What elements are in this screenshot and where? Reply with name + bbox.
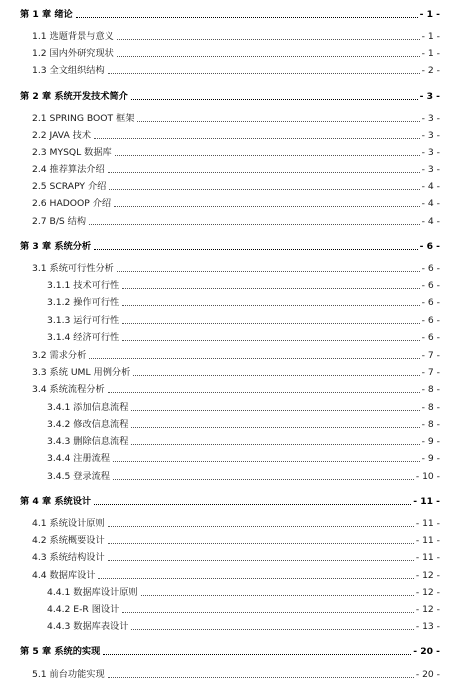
toc-entry[interactable]: [32, 215, 440, 228]
toc-dot-leader: [103, 654, 411, 655]
toc-entry-title: 3.1 系统可行性分析: [32, 263, 114, 274]
toc-entry-page: - 4 -: [421, 216, 440, 227]
toc-dot-leader: [94, 138, 420, 139]
toc-entry[interactable]: [20, 495, 440, 508]
toc-entry[interactable]: [32, 366, 440, 379]
toc-entry-title: 3.3 系统 UML 用例分析: [32, 367, 131, 378]
toc-entry-page: - 20 -: [415, 669, 440, 680]
toc-entry[interactable]: [32, 668, 440, 681]
toc-entry[interactable]: [32, 47, 440, 60]
toc-entry[interactable]: [32, 349, 440, 362]
toc-entry-title: 3.4 系统流程分析: [32, 384, 105, 395]
toc-entry-title: 第 4 章 系统设计: [20, 496, 92, 507]
toc-entry-title: 第 1 章 绪论: [20, 9, 73, 20]
toc-entry[interactable]: [32, 64, 440, 77]
toc-entry[interactable]: [47, 435, 440, 448]
toc-dot-leader: [108, 392, 420, 393]
toc-entry[interactable]: [32, 163, 440, 176]
toc-dot-leader: [108, 543, 414, 544]
toc-entry-page: - 10 -: [415, 471, 440, 482]
toc-entry[interactable]: [20, 90, 440, 103]
toc-dot-leader: [113, 479, 414, 480]
toc-entry[interactable]: [32, 551, 440, 564]
toc-entry[interactable]: [32, 197, 440, 210]
toc-entry-title: 2.1 SPRING BOOT 框架: [32, 113, 135, 124]
toc-dot-leader: [131, 99, 418, 100]
toc-entry-title: 3.4.1 添加信息流程: [47, 402, 129, 413]
toc-entry-title: 第 3 章 系统分析: [20, 241, 92, 252]
toc-entry-title: 第 2 章 系统开发技术简介: [20, 91, 128, 102]
toc-entry-page: - 6 -: [421, 297, 440, 308]
toc-entry-page: - 12 -: [415, 587, 440, 598]
toc-entry[interactable]: [20, 645, 440, 658]
toc-dot-leader: [122, 288, 419, 289]
toc-entry-page: - 6 -: [421, 332, 440, 343]
toc-entry-page: - 11 -: [415, 552, 440, 563]
toc-entry-title: 2.2 JAVA 技术: [32, 130, 92, 141]
toc-entry-title: 4.4 数据库设计: [32, 570, 96, 581]
toc-entry-title: 5.1 前台功能实现: [32, 669, 105, 680]
toc-entry-title: 2.7 B/S 结构: [32, 216, 87, 227]
toc-entry-page: - 3 -: [421, 130, 440, 141]
toc-entry-page: - 11 -: [415, 535, 440, 546]
toc-dot-leader: [109, 189, 419, 190]
toc-entry[interactable]: [47, 331, 440, 344]
toc-entry[interactable]: [47, 586, 440, 599]
toc-entry[interactable]: [47, 620, 440, 633]
toc-entry[interactable]: [47, 452, 440, 465]
toc-entry-title: 3.4.2 修改信息流程: [47, 419, 129, 430]
toc-entry[interactable]: [47, 279, 440, 292]
toc-entry-page: - 3 -: [421, 164, 440, 175]
toc-entry-page: - 4 -: [421, 198, 440, 209]
toc-entry[interactable]: [32, 517, 440, 530]
toc-entry-title: 3.4.3 删除信息流程: [47, 436, 129, 447]
toc-entry-page: - 12 -: [415, 604, 440, 615]
toc-entry[interactable]: [47, 470, 440, 483]
toc-dot-leader: [108, 560, 414, 561]
toc-entry[interactable]: [32, 112, 440, 125]
toc-entry[interactable]: [20, 8, 440, 21]
toc-entry-title: 3.1.3 运行可行性: [47, 315, 120, 326]
toc-dot-leader: [94, 249, 417, 250]
toc-entry-page: - 8 -: [421, 402, 440, 413]
toc-entry-page: - 8 -: [421, 384, 440, 395]
toc-entry-title: 3.4.4 注册流程: [47, 453, 111, 464]
toc-entry-page: - 3 -: [421, 113, 440, 124]
toc-entry-title: 4.4.1 数据库设计原则: [47, 587, 138, 598]
toc-dot-leader: [89, 358, 419, 359]
toc-dot-leader: [131, 410, 419, 411]
toc-entry-page: - 1 -: [421, 31, 440, 42]
toc-entry[interactable]: [32, 262, 440, 275]
toc-entry[interactable]: [32, 534, 440, 547]
toc-dot-leader: [131, 629, 413, 630]
toc-dot-leader: [108, 526, 414, 527]
toc-entry[interactable]: [32, 180, 440, 193]
toc-entry-title: 1.3 全文组织结构: [32, 65, 105, 76]
toc-entry-title: 4.4.2 E-R 图设计: [47, 604, 120, 615]
toc-entry-title: 3.1.1 技术可行性: [47, 280, 120, 291]
toc-entry[interactable]: [47, 296, 440, 309]
toc-entry-title: 3.2 需求分析: [32, 350, 87, 361]
toc-dot-leader: [137, 121, 419, 122]
toc-dot-leader: [108, 172, 420, 173]
toc-dot-leader: [117, 39, 420, 40]
toc-entry-title: 1.1 选题背景与意义: [32, 31, 114, 42]
toc-dot-leader: [108, 73, 420, 74]
toc-dot-leader: [115, 155, 420, 156]
toc-dot-leader: [94, 504, 411, 505]
toc-dot-leader: [89, 224, 420, 225]
toc-entry[interactable]: [47, 401, 440, 414]
toc-dot-leader: [76, 17, 418, 18]
toc-entry-page: - 9 -: [421, 436, 440, 447]
toc-entry[interactable]: [47, 418, 440, 431]
toc-entry-page: - 8 -: [421, 419, 440, 430]
toc-dot-leader: [114, 206, 420, 207]
toc-entry-page: - 3 -: [421, 147, 440, 158]
toc-entry[interactable]: [47, 603, 440, 616]
toc-entry-page: - 2 -: [421, 65, 440, 76]
toc-dot-leader: [122, 305, 419, 306]
toc-entry-page: - 1 -: [421, 48, 440, 59]
toc-entry-title: 2.3 MYSQL 数据库: [32, 147, 112, 158]
toc-entry-title: 3.1.4 经济可行性: [47, 332, 120, 343]
toc-entry-page: - 6 -: [419, 241, 440, 252]
toc-entry-page: - 1 -: [419, 9, 440, 20]
toc-entry-page: - 6 -: [421, 263, 440, 274]
toc-entry-title: 4.4.3 数据库表设计: [47, 621, 129, 632]
toc-entry-page: - 13 -: [415, 621, 440, 632]
toc-dot-leader: [122, 612, 414, 613]
toc-entry-page: - 7 -: [421, 367, 440, 378]
toc-dot-leader: [131, 427, 419, 428]
toc-entry[interactable]: [47, 314, 440, 327]
toc-entry-page: - 3 -: [419, 91, 440, 102]
toc-entry-page: - 20 -: [413, 646, 440, 657]
toc-dot-leader: [108, 677, 414, 678]
toc-dot-leader: [141, 595, 414, 596]
toc-entry-page: - 6 -: [421, 315, 440, 326]
toc-entry-title: 4.3 系统结构设计: [32, 552, 105, 563]
toc-entry-title: 第 5 章 系统的实现: [20, 646, 101, 657]
toc-entry[interactable]: [32, 383, 440, 396]
toc-entry[interactable]: [32, 30, 440, 43]
toc-entry-title: 2.6 HADOOP 介绍: [32, 198, 112, 209]
toc-entry-page: - 6 -: [421, 280, 440, 291]
toc-entry-page: - 9 -: [421, 453, 440, 464]
toc-dot-leader: [122, 323, 419, 324]
toc-dot-leader: [133, 375, 419, 376]
toc-entry-page: - 7 -: [421, 350, 440, 361]
toc-entry[interactable]: [32, 569, 440, 582]
toc-entry-title: 4.2 系统概要设计: [32, 535, 105, 546]
toc-dot-leader: [113, 461, 420, 462]
toc-entry[interactable]: [20, 240, 440, 253]
toc-entry[interactable]: [32, 146, 440, 159]
toc-entry[interactable]: [32, 129, 440, 142]
toc-dot-leader: [117, 271, 420, 272]
toc-entry-page: - 12 -: [415, 570, 440, 581]
toc-entry-title: 3.4.5 登录流程: [47, 471, 111, 482]
toc-entry-title: 3.1.2 操作可行性: [47, 297, 120, 308]
toc-entry-title: 4.1 系统设计原则: [32, 518, 105, 529]
toc-entry-title: 1.2 国内外研究现状: [32, 48, 114, 59]
toc-entry-page: - 11 -: [415, 518, 440, 529]
toc-entry-title: 2.4 推荐算法介绍: [32, 164, 105, 175]
toc-dot-leader: [117, 56, 420, 57]
toc-dot-leader: [98, 578, 413, 579]
toc-dot-leader: [122, 340, 419, 341]
toc-dot-leader: [131, 444, 419, 445]
toc-entry-page: - 4 -: [421, 181, 440, 192]
toc-entry-title: 2.5 SCRAPY 介绍: [32, 181, 107, 192]
toc-entry-page: - 11 -: [413, 496, 440, 507]
